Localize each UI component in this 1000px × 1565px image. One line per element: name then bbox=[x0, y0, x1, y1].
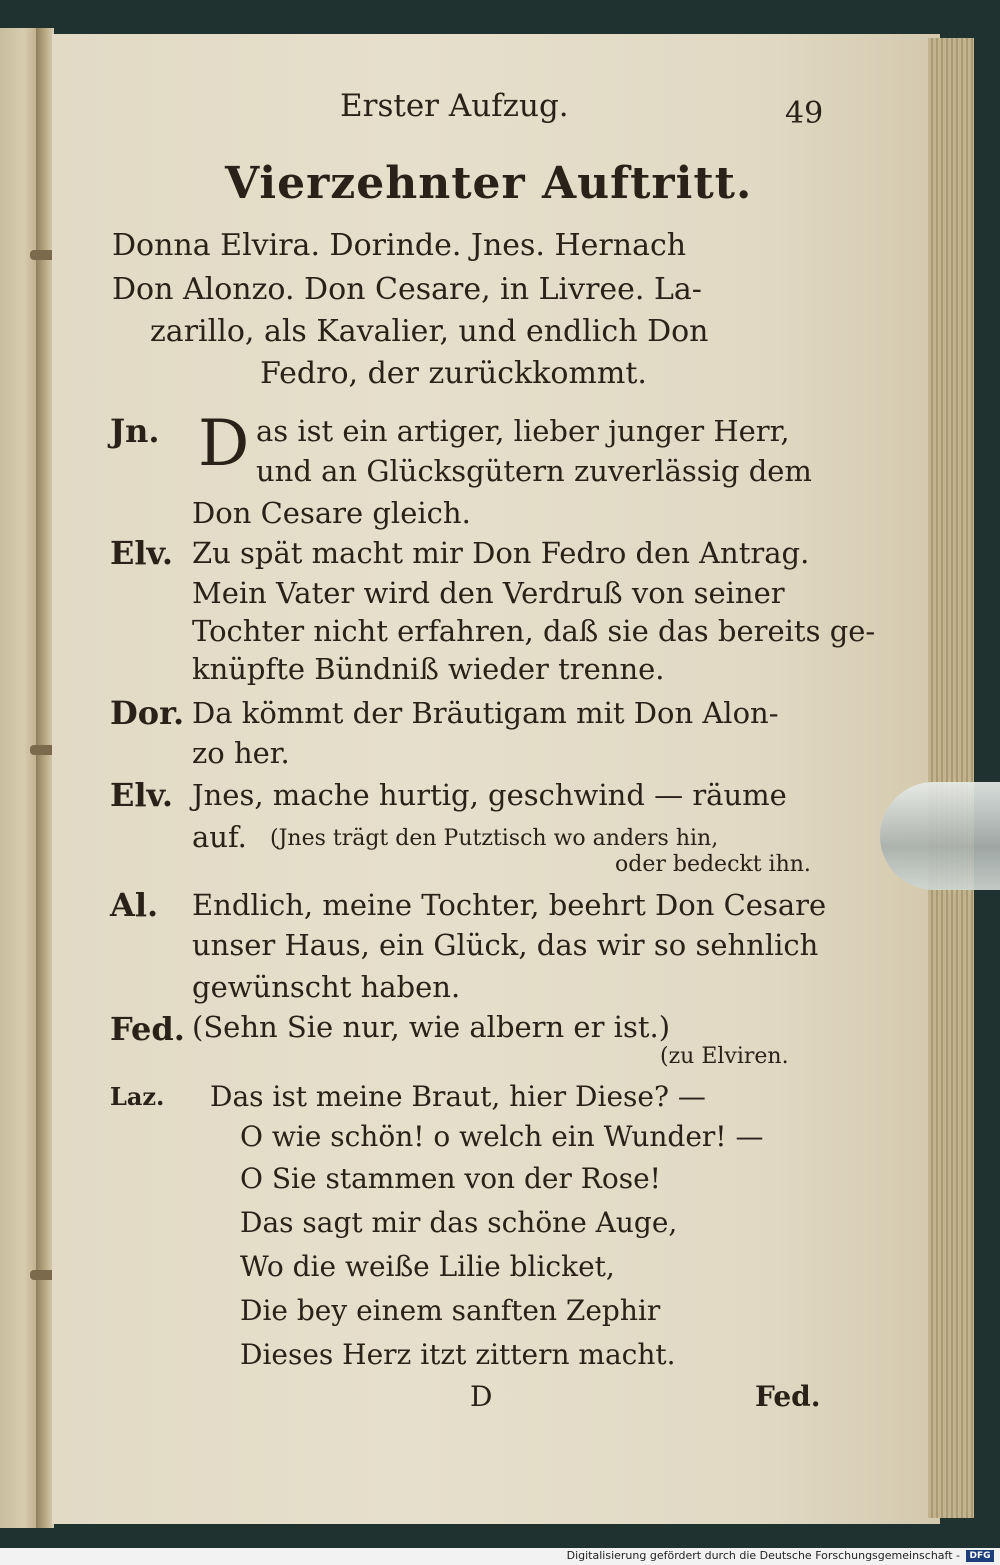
dialogue-line: gewünscht haben. bbox=[192, 970, 461, 1004]
verse-line: O wie schön! o welch ein Wunder! — bbox=[240, 1120, 764, 1153]
speaker-label: Al. bbox=[110, 886, 159, 924]
dialogue-line: Da kömmt der Bräutigam mit Don Alon- bbox=[192, 696, 779, 730]
dialogue-line: unser Haus, ein Glück, das wir so sehnlich bbox=[192, 928, 819, 962]
scene-title: Vierzehnter Auftritt. bbox=[225, 158, 753, 209]
signature-mark: D bbox=[470, 1380, 493, 1413]
page-clip bbox=[880, 782, 1000, 890]
running-title: Erster Aufzug. bbox=[340, 88, 569, 124]
dialogue-line: und an Glücksgütern zuverlässig dem bbox=[256, 454, 812, 488]
verse-line: Dieses Herz itzt zittern macht. bbox=[240, 1338, 676, 1371]
page-number: 49 bbox=[785, 96, 824, 131]
page-stack-edge bbox=[928, 38, 974, 1518]
dialogue-line: auf. bbox=[192, 820, 247, 854]
speaker-label: Laz. bbox=[110, 1082, 165, 1111]
verse-line: Das ist meine Braut, hier Diese? — bbox=[210, 1080, 706, 1113]
dialogue-line: zo her. bbox=[192, 736, 290, 770]
dialogue-line: Tochter nicht erfahren, daß sie das bereits ge- bbox=[192, 614, 876, 648]
dfg-logo: DFG bbox=[966, 1550, 994, 1562]
dialogue-line: Don Cesare gleich. bbox=[192, 496, 471, 530]
stage-direction: (Jnes trägt den Putztisch wo anders hin, bbox=[270, 826, 719, 851]
cast-line: zarillo, als Kavalier, und endlich Don bbox=[150, 314, 709, 349]
cast-line: Don Alonzo. Don Cesare, in Livree. La- bbox=[112, 272, 702, 307]
speaker-label: Jn. bbox=[110, 412, 160, 450]
verse-line: Die bey einem sanften Zephir bbox=[240, 1294, 661, 1327]
verse-line: Das sagt mir das schöne Auge, bbox=[240, 1206, 678, 1239]
speaker-label: Elv. bbox=[110, 534, 174, 572]
dialogue-line: knüpfte Bündniß wieder trenne. bbox=[192, 652, 665, 686]
dialogue-line: (Sehn Sie nur, wie albern er ist.) bbox=[192, 1010, 671, 1044]
cast-line: Donna Elvira. Dorinde. Jnes. Hernach bbox=[112, 228, 687, 263]
dialogue-line: as ist ein artiger, lieber junger Herr, bbox=[256, 414, 790, 448]
digitization-note: Digitalisierung gefördert durch die Deutsche Forschungsgemeinschaft - bbox=[566, 1549, 960, 1562]
verse-line: O Sie stammen von der Rose! bbox=[240, 1162, 661, 1195]
dialogue-line: Endlich, meine Tochter, beehrt Don Cesare bbox=[192, 888, 827, 922]
dialogue-line: Mein Vater wird den Verdruß von seiner bbox=[192, 576, 785, 610]
drop-capital: D bbox=[198, 407, 250, 481]
catchword: Fed. bbox=[755, 1380, 821, 1413]
speaker-label: Elv. bbox=[110, 776, 174, 814]
dialogue-line: Jnes, mache hurtig, geschwind — räume bbox=[192, 778, 787, 812]
speaker-label: Dor. bbox=[110, 694, 185, 732]
stage-direction: oder bedeckt ihn. bbox=[615, 852, 811, 877]
stage-direction: (zu Elviren. bbox=[660, 1044, 789, 1069]
dialogue-line: Zu spät macht mir Don Fedro den Antrag. bbox=[192, 536, 810, 570]
verse-line: Wo die weiße Lilie blicket, bbox=[240, 1250, 615, 1283]
speaker-label: Fed. bbox=[110, 1010, 185, 1048]
cast-line: Fedro, der zurückkommt. bbox=[260, 356, 647, 391]
